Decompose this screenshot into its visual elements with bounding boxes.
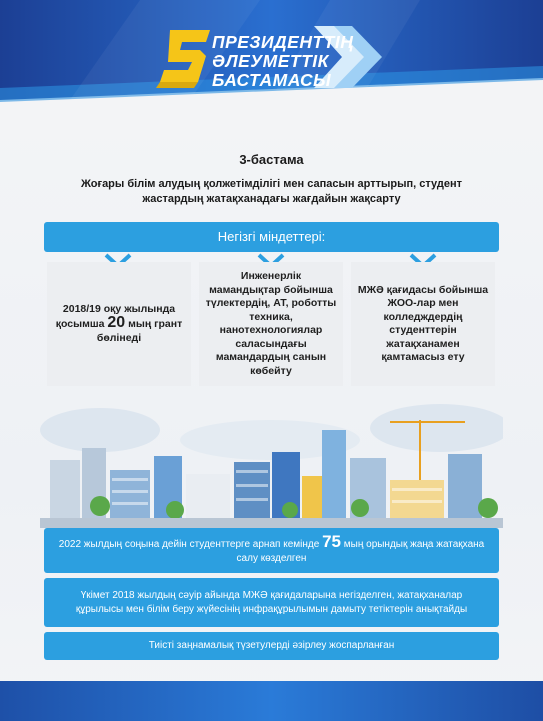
task-card-grants-text [53,303,185,346]
city-illustration [40,400,503,528]
task-card-grants-text-before: 2018/19 оқу жылында қосымша [55,302,176,331]
initiative-subtitle: Жоғары білім алудың қолжетімділігі мен сапасын арттырып, студент жастардың жатақханадағы жағдайын жақсарту [80,178,463,205]
info-bar-legislation [44,632,499,660]
tasks-banner: Негізгі міндеттері: [44,222,499,252]
info-bar-government [44,578,499,627]
info-bar-new-dormitories-before: 2022 жылдың соңына дейін студенттерге арнап кемінде [58,539,323,550]
header [0,0,543,120]
info-bar-new-dormitories-after: мың орындық жаңа жатақхана салу көзделген [236,539,485,564]
logo-line-1: ПРЕЗИДЕНТТІҢ [212,32,354,52]
task-card-dormitories [351,262,495,386]
task-card-dormitories-text: МЖӘ қағидасы бойынша ЖОО-лар мен колледждердің студенттерін жатақханамен қамтамасыз ету [357,283,489,363]
task-card-grants-number: 20 [107,314,126,332]
initiative-title: 3-бастама [239,152,304,167]
footer-band [0,681,543,721]
info-bar-new-dormitories-number: 75 [322,532,341,551]
logo-line-3: БАСТАМАСЫ [212,70,332,90]
task-card-grants-text-after: мың грант бөлінеді [96,318,183,344]
info-bar-new-dormitories-text [58,532,485,566]
info-bar-new-dormitories [44,528,499,573]
logo-line-2: ӘЛЕУМЕТТІК [212,51,329,71]
info-bar-government-text: Үкімет 2018 жылдың сәуір айында МЖӘ қағидаларына негізделген, жатақханалар құрылысы мен білім беру жүйесінің инфрақұрылымын дамыту тетіктерін анықтайды [75,589,468,615]
task-card-specialists [199,262,343,386]
info-bar-legislation-text: Тиісті заңнамалық түзетулерді әзірлеу жоспарланған [148,640,395,651]
logo-text [212,33,353,90]
task-card-specialists-text: Инженерлік мамандықтар бойынша түлектердің, АТ, роботты техника, нанотехнологиялар саласындағы мамандардың санын көбейту [205,270,337,377]
task-card-grants [47,262,191,386]
